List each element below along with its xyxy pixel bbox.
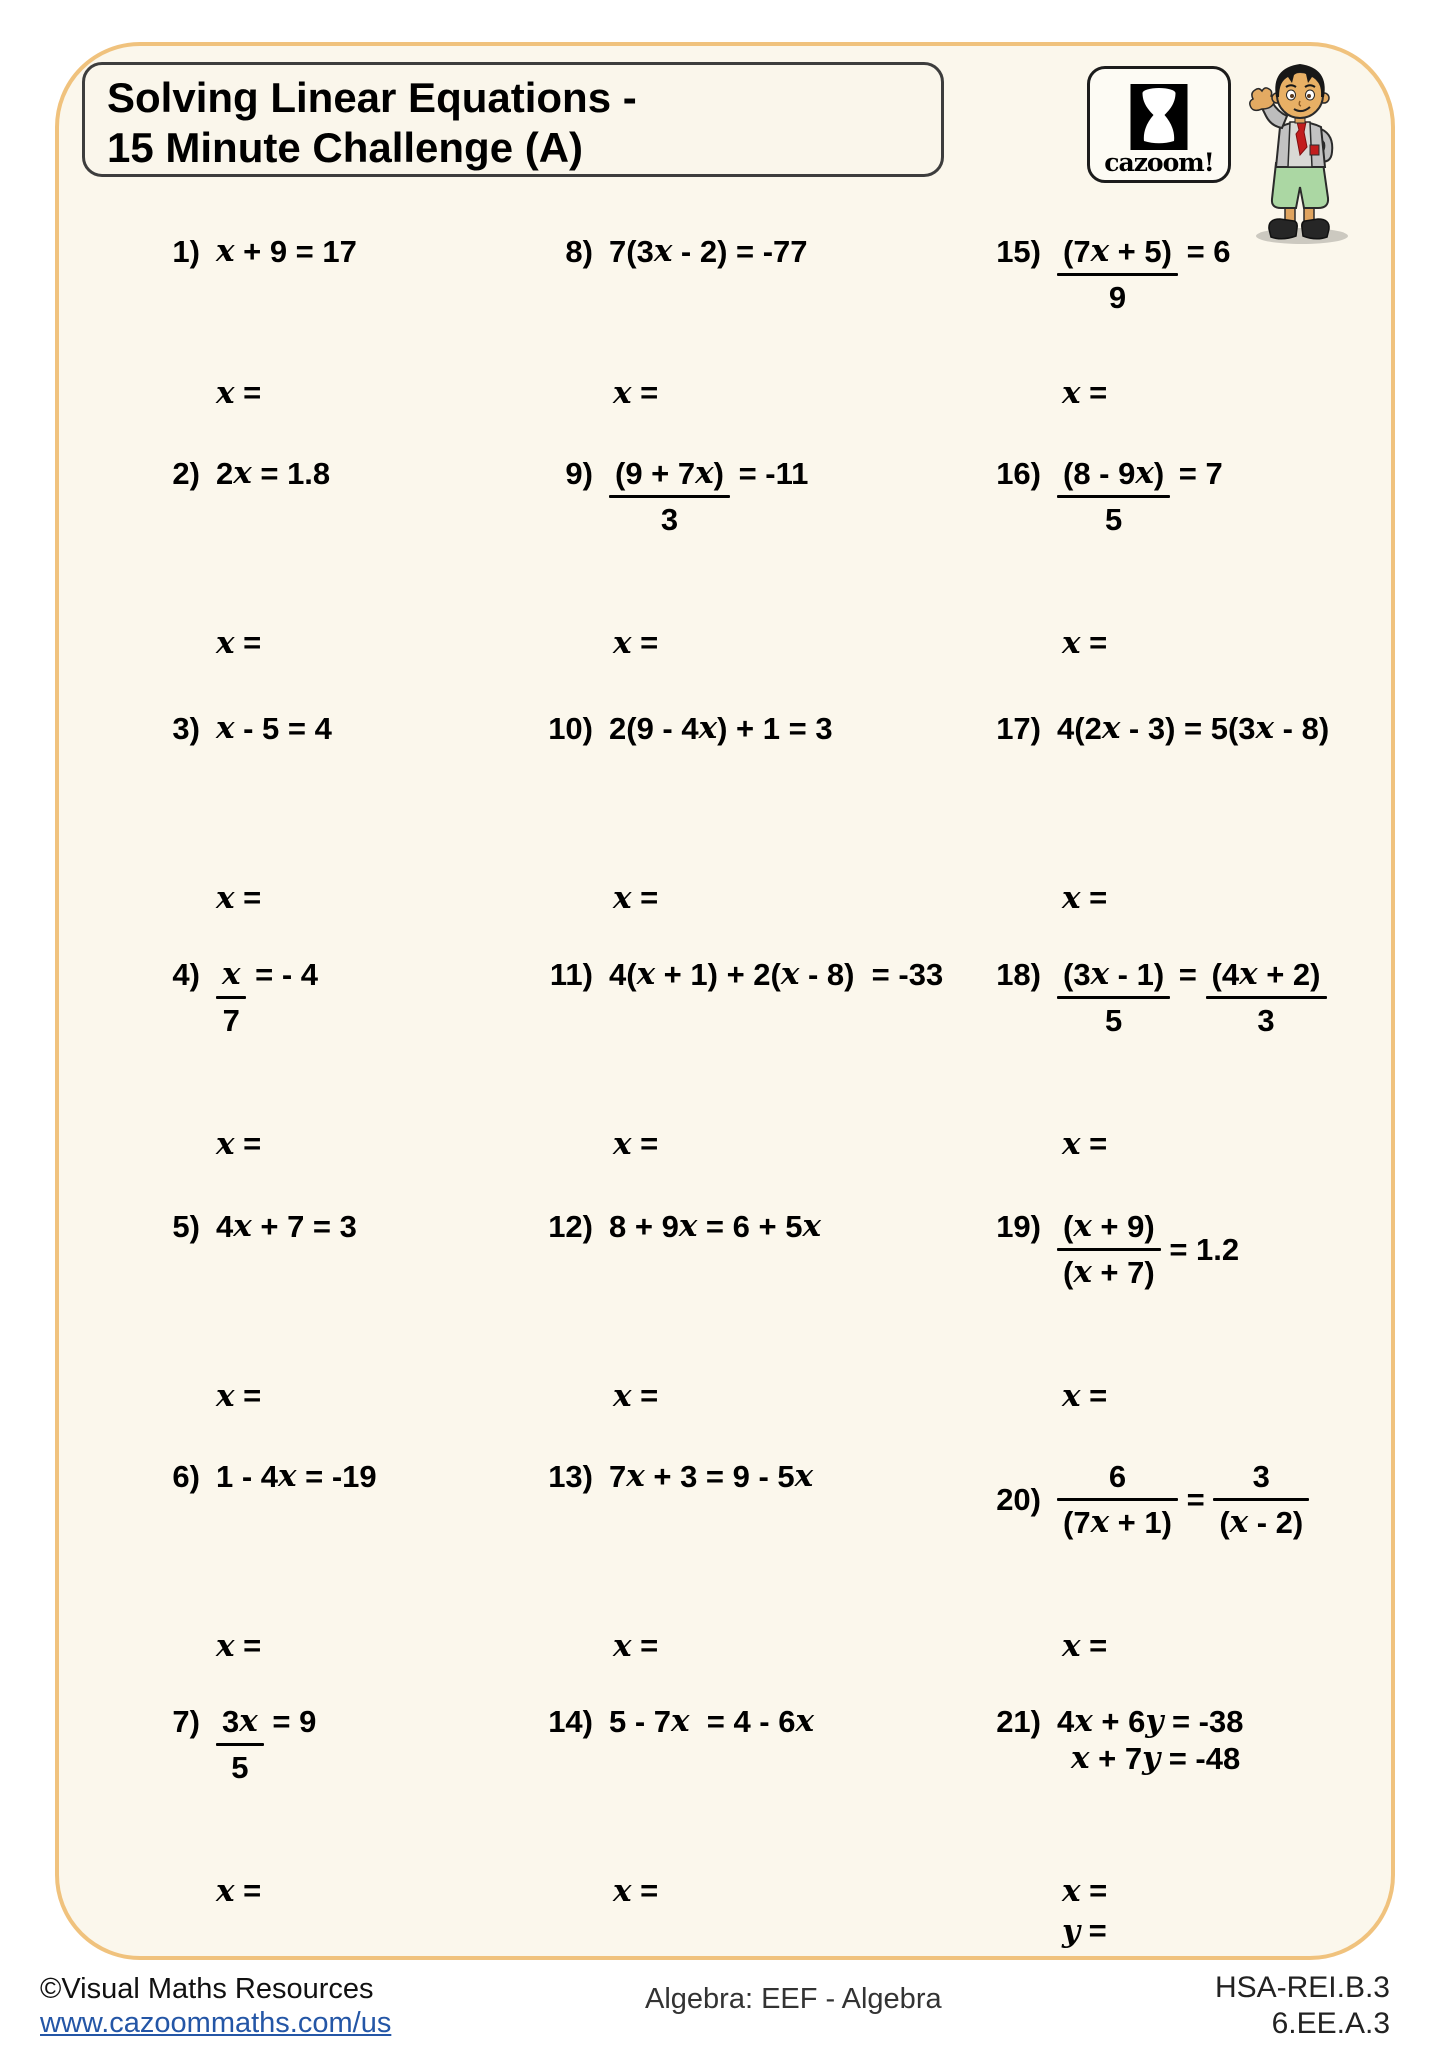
problem [141,233,534,270]
equation-line: 4 x + 7 = 3 [216,1208,357,1244]
variable: x [780,956,800,992]
variable: x [216,1378,235,1414]
problem-cell [141,455,534,710]
problem-number: 7) [172,1704,200,1739]
problem-cell [534,233,982,455]
problem [982,1458,1402,1541]
problem [141,710,534,747]
fraction-denominator: 9 [1108,280,1127,315]
variable: x [636,956,656,992]
fraction-bar [1057,1248,1161,1251]
problem [982,1703,1402,1777]
problem [982,455,1402,538]
footer-standards-block [1215,1970,1390,2042]
answer-block [613,1871,658,1911]
answer-label: x = [1062,1378,1108,1414]
variable: x [1090,233,1110,269]
fraction [1213,1458,1309,1541]
cazoom-drum-icon [1131,84,1188,150]
variable: x [1062,1873,1081,1909]
problem-cell [141,1703,534,2003]
variable: y [1142,1740,1161,1776]
variable: x [1101,710,1121,746]
variable: x [802,1208,821,1244]
variable: x [216,1126,235,1162]
problem-number: 17) [996,711,1041,746]
problem-cell [982,233,1402,455]
variable: x [1071,1740,1090,1776]
equation [1057,1458,1309,1541]
problem [141,1208,534,1245]
variable: x [678,1208,698,1244]
answer-label: x = [613,880,659,916]
problem [534,1458,982,1495]
variable: x [613,880,632,916]
answer-block [613,1124,658,1164]
problem-cell [534,710,982,956]
problem-number: 9) [565,456,593,491]
equation [216,455,330,492]
answer-block [1062,623,1107,663]
answer-label: x = [216,1378,262,1414]
equation [609,1703,814,1740]
fraction-numerator: ( x + 9) [1063,1208,1155,1244]
equation [216,233,357,270]
equation-line: 4(2 x - 3) = 5(3 x - 8) [1057,710,1330,746]
variable: x [613,375,632,411]
problem-cell [982,956,1402,1208]
variable: x [216,1873,235,1909]
equation-line: 4( x + 1) + 2( x - 8) = -33 [609,956,944,992]
problem [534,455,982,538]
equation [609,710,833,747]
cazoom-logo [1087,66,1231,183]
answer-block [216,623,261,663]
problem [141,1703,534,1786]
problem-cell [534,1458,982,1703]
cazoom-url-link[interactable]: www.cazoommaths.com/us [40,2007,392,2039]
variable: x [233,455,252,491]
answer-label: x = [216,375,262,411]
fraction [1057,233,1178,316]
variable: x [613,625,632,661]
standard-code-1: HSA-REI.B.3 [1214,1971,1390,2004]
problem-cell [982,1208,1402,1458]
answer-block [1062,1124,1107,1164]
answer-label: x = [1062,880,1108,916]
fraction-numerator: (3 x - 1) [1063,956,1165,992]
variable: x [613,1378,632,1414]
answer-block [613,373,658,413]
answer-block [613,623,658,663]
variable: x [1090,1504,1110,1540]
answer-label: x = [216,1126,262,1162]
answer-label: x = [613,1126,659,1162]
answer-block [1062,878,1107,918]
problem-number: 5) [172,1209,200,1244]
equation-line: 6 (7 x + 1) = 3 ( x - 2) [1057,1458,1309,1541]
answer-label: x = [613,625,659,661]
variable: x [216,233,235,269]
equation [609,956,943,993]
fraction-numerator: (7 x + 5) [1063,233,1172,269]
answer-block [613,878,658,918]
problem-number: 6) [172,1459,200,1494]
answer-block [1062,1871,1107,1951]
page-title-line2: 15 Minute Challenge (A) [107,124,584,171]
variable: x [216,710,235,746]
variable: x [1062,1378,1081,1414]
fraction-denominator: 5 [1104,1003,1123,1038]
variable: x [216,375,235,411]
problem-cell [141,1458,534,1703]
problem-cell [982,710,1402,956]
problem [982,956,1402,1039]
variable: x [698,710,718,746]
variable: x [613,1126,632,1162]
fraction-denominator: (7 x + 1) [1063,1504,1172,1540]
problem [534,956,982,993]
page-title-line1: Solving Linear Equations - [107,74,637,121]
problem-cell [982,1703,1402,2003]
equation-line: x - 5 = 4 [216,710,332,746]
equation-line: 2(9 - 4 x ) + 1 = 3 [609,710,833,746]
equation-line: 7 x + 3 = 9 - 5 x [609,1458,814,1494]
answer-block [216,1871,261,1911]
fraction [1206,956,1327,1039]
answer-label: x = [216,880,262,916]
answer-block [216,1626,261,1666]
answer-label: x = [613,1873,659,1909]
equation [216,1703,316,1786]
answer-label: x = [613,1628,659,1664]
fraction-bar [216,996,246,999]
fraction [1057,956,1170,1039]
equation-line: (7 x + 5) 9 = 6 [1057,233,1231,316]
equation [1057,1703,1243,1777]
problem-number: 10) [548,711,593,746]
problem [534,710,982,747]
problem-number: 20) [996,1482,1041,1517]
fraction-bar [609,495,730,498]
problem-number: 15) [996,234,1041,269]
fraction-denominator: 3 [660,502,679,537]
equation [216,1208,357,1245]
variable: x [1073,1254,1092,1290]
fraction [609,455,730,538]
problem-number: 21) [996,1704,1041,1739]
problem [534,233,982,270]
problem-number: 16) [996,456,1041,491]
variable: x [671,1703,690,1739]
equation-line: (9 + 7 x ) 3 = -11 [609,455,808,538]
fraction-numerator: (8 - 9 x ) [1063,455,1165,491]
worksheet-title-box [82,62,944,177]
problem-number: 19) [996,1209,1041,1244]
fraction [1057,1458,1178,1541]
problem-number: 13) [548,1459,593,1494]
variable: x [1073,1208,1092,1244]
answer-block [216,373,261,413]
equation [609,233,808,270]
variable: x [216,1628,235,1664]
equation-line: x + 9 = 17 [216,233,357,269]
variable: x [695,455,714,491]
variable: x [1062,880,1081,916]
problem-cell [534,956,982,1208]
variable: y [1062,1913,1081,1949]
fraction-bar [1057,996,1170,999]
fraction-numerator: (4 x + 2) [1211,956,1321,992]
variable: x [216,625,235,661]
problem [141,1458,534,1495]
fraction-numerator: 3 x [222,1703,258,1739]
equation-line: 4 x + 6 y = -38 [1057,1703,1244,1739]
fraction-bar [1206,996,1327,999]
answer-label: x = [1062,1628,1108,1664]
problem [534,1208,982,1245]
equation [609,455,808,538]
standard-code-2: 6.EE.A.3 [1271,2007,1390,2040]
answer-block [613,1626,658,1666]
equation [1057,710,1329,747]
student-mascot-illustration [1238,56,1360,248]
problem-cell [141,233,534,455]
equation [1057,233,1231,316]
problem-cell [141,956,534,1208]
variable: x [222,956,241,992]
variable: x [1074,1703,1093,1739]
answer-label: x = [1062,375,1108,411]
problem-cell [141,1208,534,1458]
variable: x [1229,1504,1249,1540]
variable: x [1062,1628,1081,1664]
fraction-denominator: ( x - 2) [1219,1504,1304,1540]
equation-line: 5 - 7 x = 4 - 6 x [609,1703,814,1739]
equation-line: x + 7 y = -48 [1071,1740,1241,1776]
problem-cell [534,1208,982,1458]
answer-label: x = [613,375,659,411]
problem-cell [982,455,1402,710]
problem-number: 18) [996,957,1041,992]
fraction-numerator [216,956,246,993]
variable: x [613,1873,632,1909]
fraction-bar [1213,1498,1309,1501]
variable: x [239,1703,258,1739]
problem-number: 2) [172,456,200,491]
equation-line: 7(3 x - 2) = -77 [609,233,808,269]
fraction-denominator: 3 [1257,1003,1275,1038]
problem-number: 12) [548,1209,593,1244]
fraction [1057,455,1170,538]
problem-number: 11) [549,957,593,992]
answer-label: x = [1062,625,1108,661]
variable: y [1145,1703,1164,1739]
equation-line: 3 x 5 = 9 [216,1703,316,1786]
answer-label: x = [1062,1873,1108,1909]
answer-label: x = [216,1873,262,1909]
variable: x [613,1628,632,1664]
equation-line: 1 - 4 x = -19 [216,1458,377,1494]
equation-line: (3 x - 1) 5 = (4 x + 2) 3 [1057,956,1327,1039]
footer-copyright-block [40,1972,391,2040]
variable: x [795,1703,814,1739]
problem-number: 1) [172,234,200,269]
fraction-denominator: 5 [1104,502,1123,537]
equation-line: (8 - 9 x ) 5 = 7 [1057,455,1223,538]
fraction-numerator: 3 [1252,1459,1270,1494]
problem-number: 14) [548,1704,593,1739]
fraction-bar [216,1743,264,1746]
problem-cell [141,710,534,956]
answer-block [1062,373,1107,413]
variable: x [278,1458,297,1494]
problem-number: 8) [565,234,593,269]
answer-block [216,1376,261,1416]
variable: x [1239,956,1258,992]
equation [1057,1208,1239,1291]
answer-label: x = [613,1378,659,1414]
problem-cell [534,1703,982,2003]
answer-block [613,1376,658,1416]
equation-line: 8 + 9 x = 6 + 5 x [609,1208,821,1244]
equation [216,710,332,747]
variable: x [1135,455,1154,491]
equation [609,1458,813,1495]
fraction-bar [1057,273,1178,276]
problem [141,956,534,1039]
fraction [216,956,246,1039]
fraction-denominator: 5 [231,1750,249,1785]
answer-block [216,878,261,918]
fraction [216,1703,264,1786]
equation [609,1208,821,1245]
fraction-numerator: (9 + 7 x ) [615,455,724,491]
problem-cell [982,1458,1402,1703]
fraction-bar [1057,495,1170,498]
problems-grid [141,233,1402,2003]
cazoom-logo-word: cazoom! [1104,148,1214,177]
problem-cell [534,455,982,710]
variable: x [1090,956,1110,992]
answer-label: x = [1062,1126,1108,1162]
problem-number: 3) [172,711,200,746]
variable: x [1062,625,1081,661]
equation [216,1458,377,1495]
problem [534,1703,982,1740]
fraction-denominator: ( x + 7) [1063,1254,1155,1290]
answer-label: y = [1062,1913,1107,1949]
answer-block [1062,1626,1107,1666]
fraction-denominator: 7 [222,1003,240,1038]
problem [982,1208,1402,1291]
variable: x [216,880,235,916]
problem [982,710,1402,747]
equation [1057,455,1223,538]
variable: x [1062,375,1081,411]
fraction-numerator: 6 [1108,1459,1127,1494]
equation [216,956,318,1039]
answer-block [216,1124,261,1164]
equation-line: 2 x = 1.8 [216,455,331,491]
equation [1057,956,1327,1039]
answer-block [1062,1376,1107,1416]
variable: x [626,1458,645,1494]
answer-label: x = [216,1628,262,1664]
answer-label: x = [216,625,262,661]
equation-line: ( x + 9) ( x + 7) = 1.2 [1057,1208,1239,1291]
problem [141,455,534,492]
variable: x [1062,1126,1081,1162]
problem-number: 4) [172,957,200,992]
variable: x [233,1208,252,1244]
fraction-bar [1057,1498,1178,1501]
copyright-text: ©Visual Maths Resources [40,1973,374,2005]
variable: x [794,1458,814,1494]
problem [982,233,1402,316]
footer-category-text: Algebra: EEF - Algebra [645,1983,942,2015]
variable: x [1255,710,1275,746]
fraction [1057,1208,1161,1291]
variable: x [653,233,673,269]
equation-line: $\frac{x}{7}$ = - 4 [216,956,318,1039]
